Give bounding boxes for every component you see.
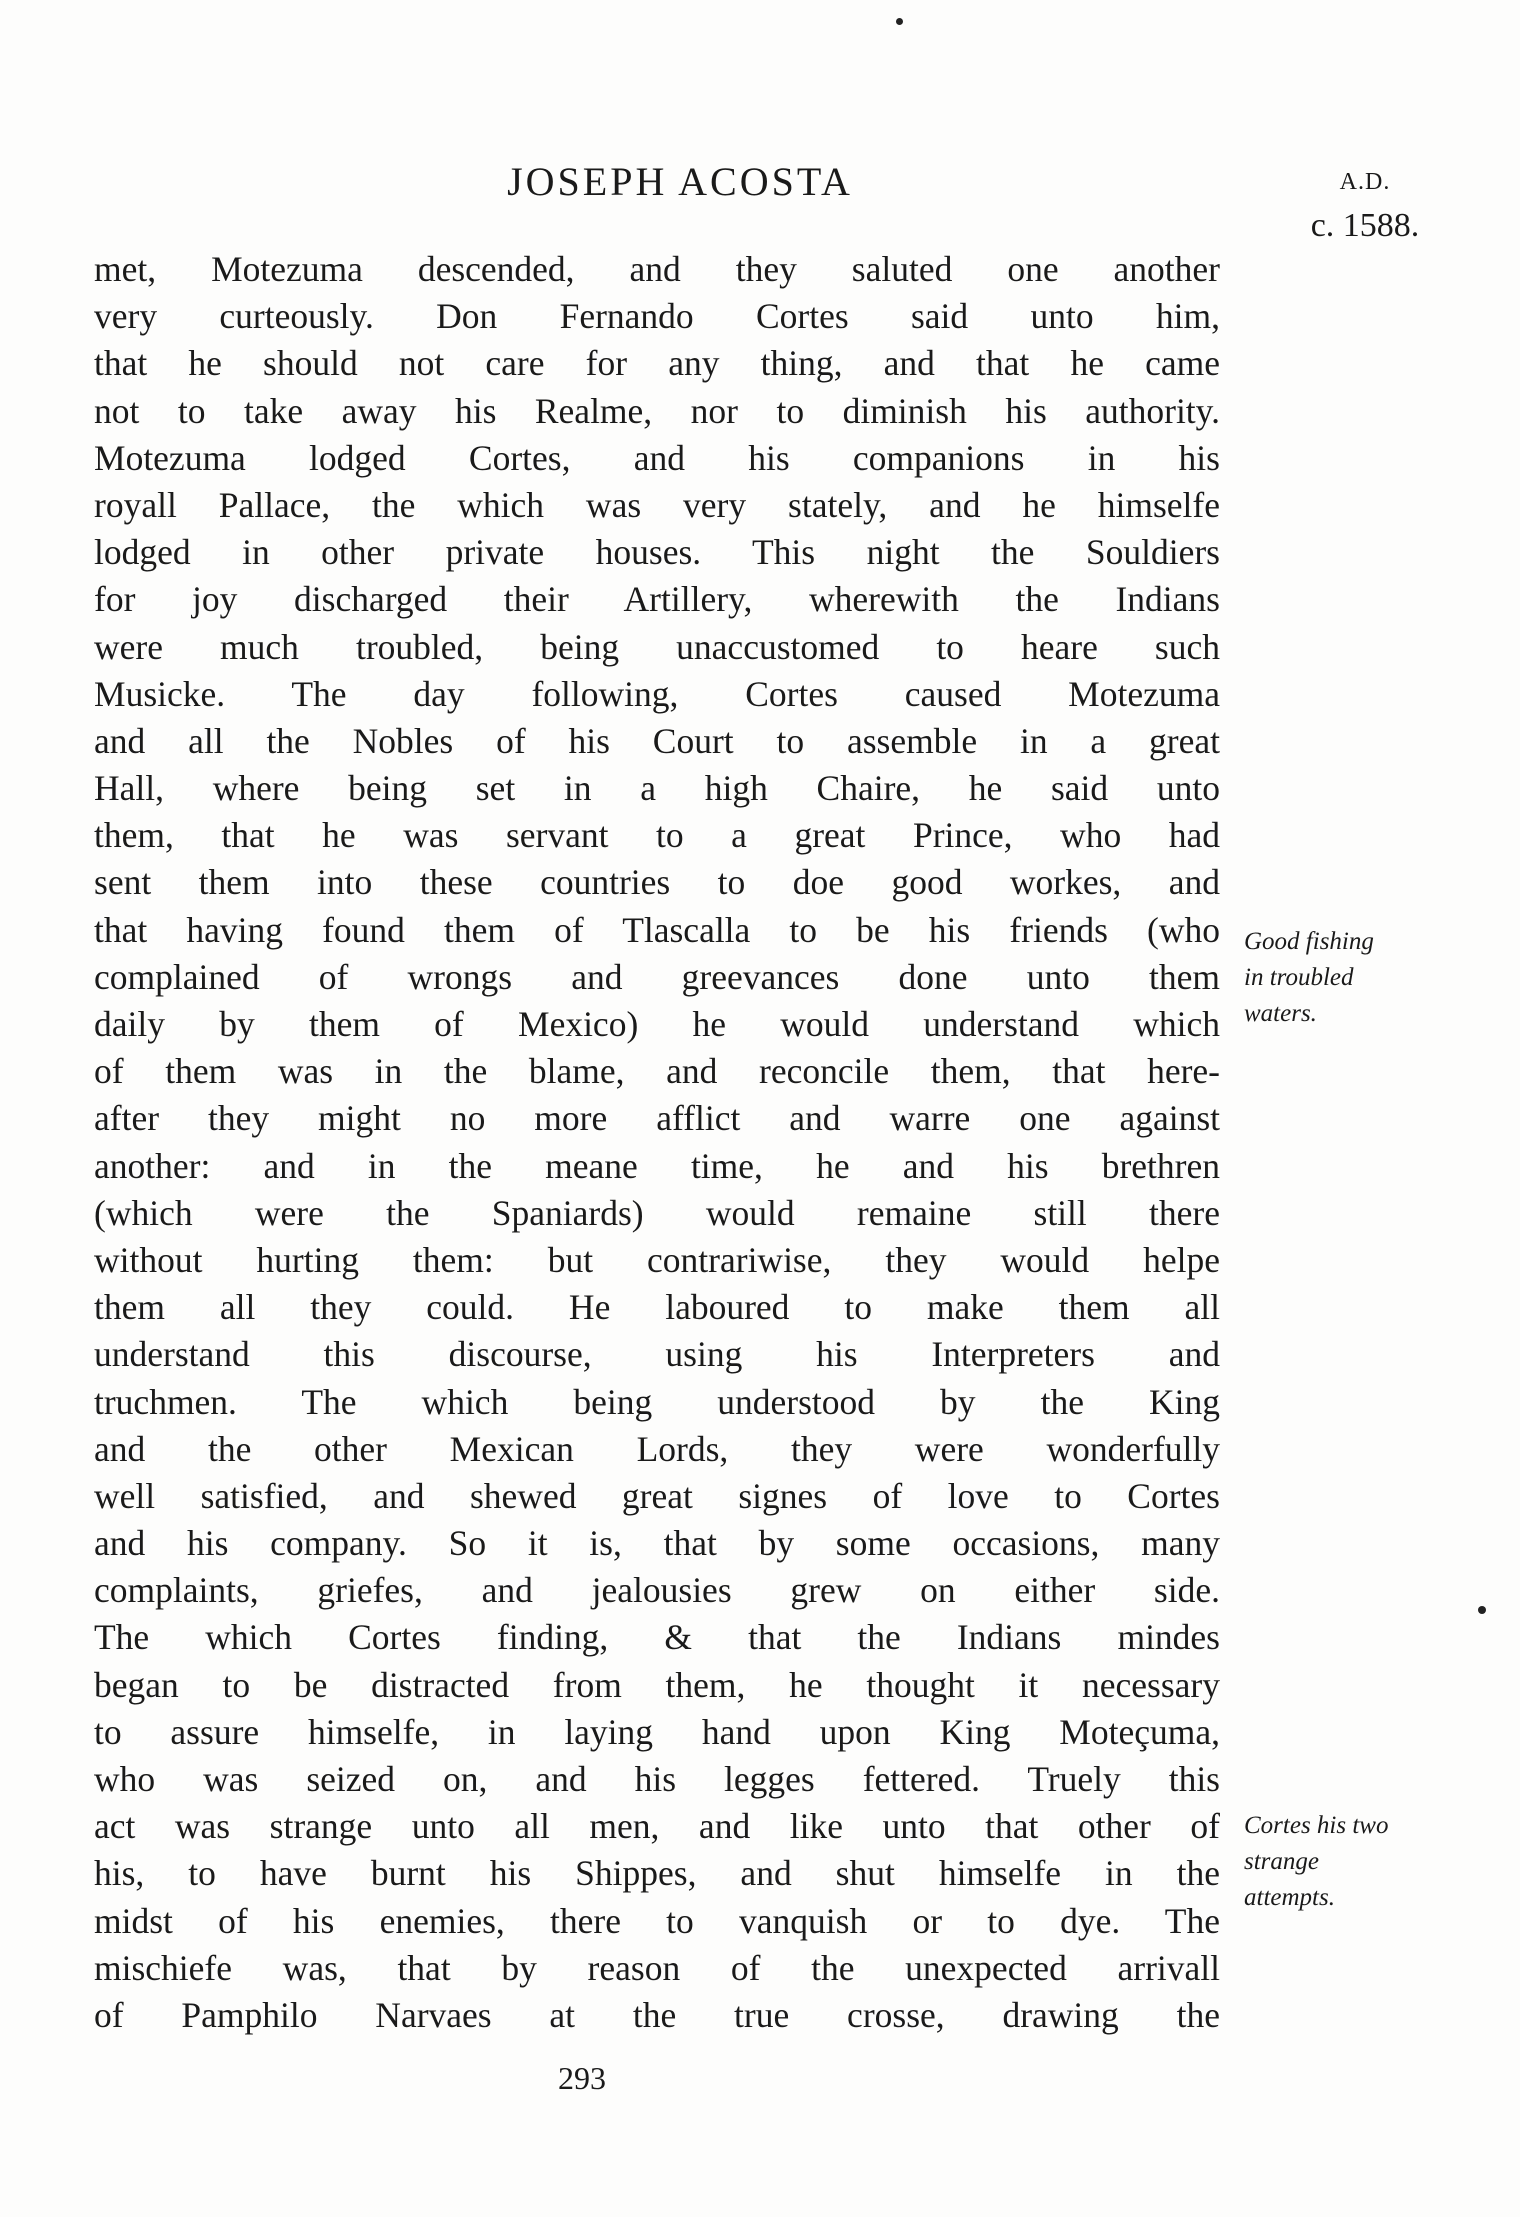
text-line: of them was in the blame, and reconcile them, that here- bbox=[94, 1051, 1220, 1092]
text-line: lodged in other private houses. This night the Souldiers bbox=[94, 532, 1220, 573]
text-line: royall Pallace, the which was very stately, and he himselfe bbox=[94, 484, 1220, 525]
text-line: for joy discharged their Artillery, wherewith the Indians bbox=[94, 579, 1220, 620]
text-line: them all they could. He laboured to make them all bbox=[94, 1287, 1220, 1328]
text-line: well satisfied, and shewed great signes of love to Cortes bbox=[94, 1475, 1220, 1516]
sidenote-line: waters. bbox=[1244, 1000, 1317, 1027]
text-line: Musicke. The day following, Cortes caused Motezuma bbox=[94, 673, 1220, 714]
text-line: daily by them of Mexico) he would understand which bbox=[94, 1004, 1220, 1044]
text-line: his, to have burnt his Shippes, and shut himselfe in the bbox=[94, 1853, 1220, 1894]
sidenote-line: in troubled bbox=[1244, 964, 1354, 991]
text-line: midst of his enemies, there to vanquish or to dye. The bbox=[94, 1900, 1220, 1941]
sidenote-good-fishing bbox=[1244, 924, 1444, 1032]
text-line: sent them into these countries to doe good workes, and bbox=[94, 862, 1220, 903]
era-label: A.D. bbox=[1339, 169, 1391, 195]
text-line: without hurting them: but contrariwise, they would helpe bbox=[94, 1239, 1220, 1280]
year-label: c. 1588. bbox=[1310, 207, 1420, 244]
text-line: and the other Mexican Lords, they were wonderfully bbox=[94, 1428, 1220, 1469]
text-line: another: and in the meane time, he and his brethren bbox=[94, 1145, 1220, 1186]
text-line: understand this discourse, using his Interpreters and bbox=[94, 1334, 1220, 1375]
text-line: mischiefe was, that by reason of the unexpected arrivall bbox=[94, 1947, 1220, 1988]
text-line: The which Cortes finding, & that the Indians mindes bbox=[94, 1617, 1220, 1658]
text-line: very curteously. Don Fernando Cortes said unto him, bbox=[94, 296, 1220, 337]
body-text bbox=[94, 246, 1220, 2039]
sidenote-line: Good fishing bbox=[1244, 928, 1374, 955]
text-line: met, Motezuma descended, and they saluted one another bbox=[94, 249, 1220, 289]
running-head-title: JOSEPH ACOSTA bbox=[507, 159, 853, 204]
text-line: to assure himselfe, in laying hand upon King Moteçuma, bbox=[94, 1711, 1220, 1752]
text-line: them, that he was servant to a great Prince, who had bbox=[94, 815, 1220, 856]
sidenote-line: strange bbox=[1244, 1848, 1319, 1875]
text-line: that having found them of Tlascalla to be his friends (who bbox=[94, 909, 1220, 950]
text-line: that he should not care for any thing, and that he came bbox=[94, 343, 1220, 384]
text-line: Motezuma lodged Cortes, and his companions in his bbox=[94, 437, 1220, 478]
text-line: complained of wrongs and greevances done unto them bbox=[94, 956, 1220, 997]
text-line: after they might no more afflict and warre one against bbox=[94, 1098, 1220, 1139]
text-line: (which were the Spaniards) would remaine still there bbox=[94, 1192, 1220, 1233]
sidenote-line: Cortes his two bbox=[1244, 1812, 1389, 1839]
text-line: act was strange unto all men, and like unto that other of bbox=[94, 1806, 1220, 1847]
sidenote-cortes-attempts bbox=[1244, 1808, 1444, 1916]
running-head-date bbox=[1290, 160, 1440, 248]
page-number: 293 bbox=[558, 2060, 606, 2096]
text-line: and his company. So it is, that by some occasions, many bbox=[94, 1523, 1220, 1564]
text-line: who was seized on, and his legges fettered. Truely this bbox=[94, 1759, 1220, 1799]
text-line: Hall, where being set in a high Chaire, he said unto bbox=[94, 768, 1220, 809]
text-line: and all the Nobles of his Court to assemble in a great bbox=[94, 720, 1220, 761]
text-line: truchmen. The which being understood by the King bbox=[94, 1381, 1220, 1422]
text-line: were much troubled, being unaccustomed to heare such bbox=[94, 626, 1220, 667]
text-line: of Pamphilo Narvaes at the true crosse, drawing the bbox=[94, 1994, 1220, 2035]
text-line: began to be distracted from them, he thought it necessary bbox=[94, 1664, 1220, 1705]
text-line: complaints, griefes, and jealousies grew on either side. bbox=[94, 1570, 1220, 1611]
ink-speck bbox=[1478, 1606, 1486, 1614]
ink-speck bbox=[896, 18, 903, 25]
text-line: not to take away his Realme, nor to diminish his authority. bbox=[94, 390, 1220, 431]
sidenote-line: attempts. bbox=[1244, 1884, 1335, 1911]
